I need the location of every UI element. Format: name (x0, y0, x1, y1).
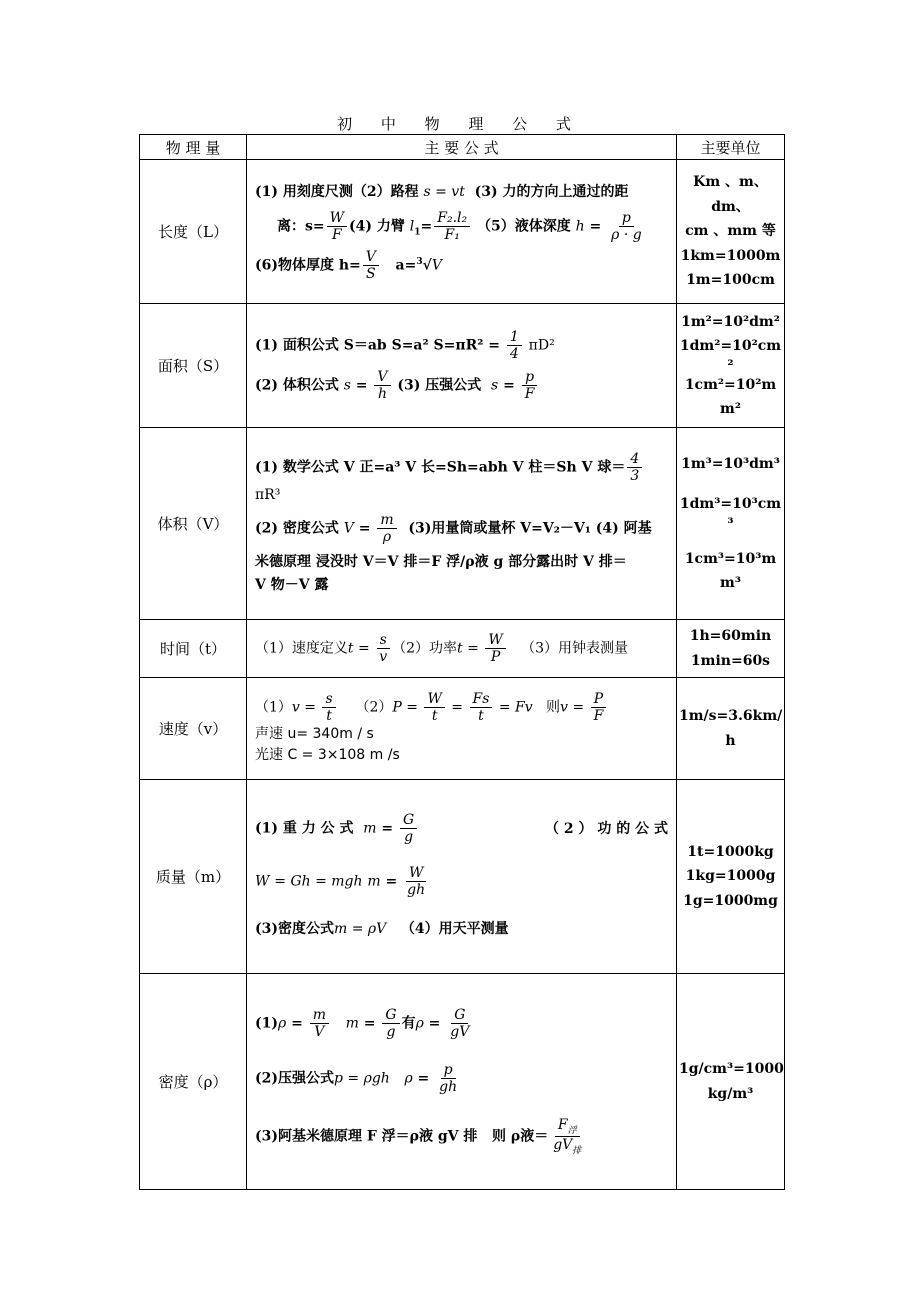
unit-cell: Km 、m、dm、 cm 、mm 等 1km=1000m 1m=100cm (677, 160, 785, 304)
formula-cell: （1）速度定义t = $\frac{s}{v}$ （2）功率t = $\frac{W}{P}$ （3）用钟表测量 (247, 620, 677, 678)
formula-table (139, 134, 785, 1190)
page-title: 初 中 物 理 公 式 (337, 115, 583, 133)
table-row (140, 678, 785, 780)
quantity-cell: 长度（L） (140, 160, 247, 304)
unit-cell: 1t=1000kg 1kg=1000g 1g=1000mg (677, 780, 785, 974)
unit-cell: 1m³=10³dm³ 1dm³=10³cm ³ 1cm³=10³m m³ (677, 428, 785, 620)
header-quantity: 物 理 量 (140, 135, 247, 160)
unit-cell: 1g/cm³=1000 kg/m³ (677, 974, 785, 1190)
formula-cell: (1) 用刻度尺测（2）路程 s = vt (3) 力的方向上通过的距 离：s= $\frac{W}{F}$ (4) 力臂 $l_1=$ $\frac{\text{F₂.l₂}}{\text{F₁}}$ （5）液体深度 h = $\frac{p}{\rho \cdot g}$ (6)物体厚度 h= $\frac{V}{S}$ a=$^3$√V (247, 160, 677, 304)
quantity-cell: 速度（v） (140, 678, 247, 780)
table-header-row (140, 135, 785, 160)
formula-cell: (1) 数学公式 V 正=a³ V 长=Sh=abh V 柱＝Sh V 球＝ $\frac{4}{3}$ πR³ (2) 密度公式 V = $\frac{m}{\rho}$ (3)用量筒或量杯 V=V₂－V₁ (4) 阿基 米德原理 浸没时 V＝V 排＝F 浮/ρ液 g 部分露出时 V 排＝ V 物－V 露 (247, 428, 677, 620)
quantity-cell: 密度（ρ） (140, 974, 247, 1190)
quantity-cell: 面积（S） (140, 304, 247, 428)
formula-cell: （1）v = $\frac{s}{t}$ （2）P = $\frac{W}{t}$ = $\frac{Fs}{t}$ = Fv 则v = $\frac{P}{F}$ 声速 u= 340m / s 光速 C = 3×108 m /s (247, 678, 677, 780)
formula-cell: (1)ρ = $\frac{m}{V}$ m = $\frac{G}{g}$ 有ρ = $\frac{G}{gV}$ (2)压强公式p = ρgh ρ = $\frac{p}{gh}$ (3)阿基米德原理 F 浮＝ρ液 gV 排 则 ρ液＝ $\frac{F_浮}{gV_排}$ (247, 974, 677, 1190)
formula-cell: (1) 面积公式 S＝ab S=a² S=πR² = $\frac{1}{4}$ πD² (2) 体积公式 s = $\frac{V}{h}$ (3) 压强公式 s = $\frac{p}{F}$ (247, 304, 677, 428)
header-unit: 主要单位 (677, 135, 785, 160)
table-row (140, 428, 785, 620)
table-row (140, 304, 785, 428)
header-formula: 主 要 公 式 (247, 135, 677, 160)
quantity-cell: 时间（t） (140, 620, 247, 678)
quantity-cell: 质量（m） (140, 780, 247, 974)
unit-cell: 1h=60min 1min=60s (677, 620, 785, 678)
table-row (140, 780, 785, 974)
unit-cell: 1m/s=3.6km/ h (677, 678, 785, 780)
unit-cell: 1m²=10²dm² 1dm²=10²cm ² 1cm²=10²m m² (677, 304, 785, 428)
table-row (140, 620, 785, 678)
quantity-cell: 体积（V） (140, 428, 247, 620)
table-row (140, 974, 785, 1190)
table-row (140, 160, 785, 304)
formula-cell: (1) 重 力 公 式 m = $\frac{G}{g}$ （ 2 ） 功 的 公 式 W = Gh = mgh m = $\frac{W}{gh}$ (3)密度公式m = ρV （4）用天平测量 (247, 780, 677, 974)
